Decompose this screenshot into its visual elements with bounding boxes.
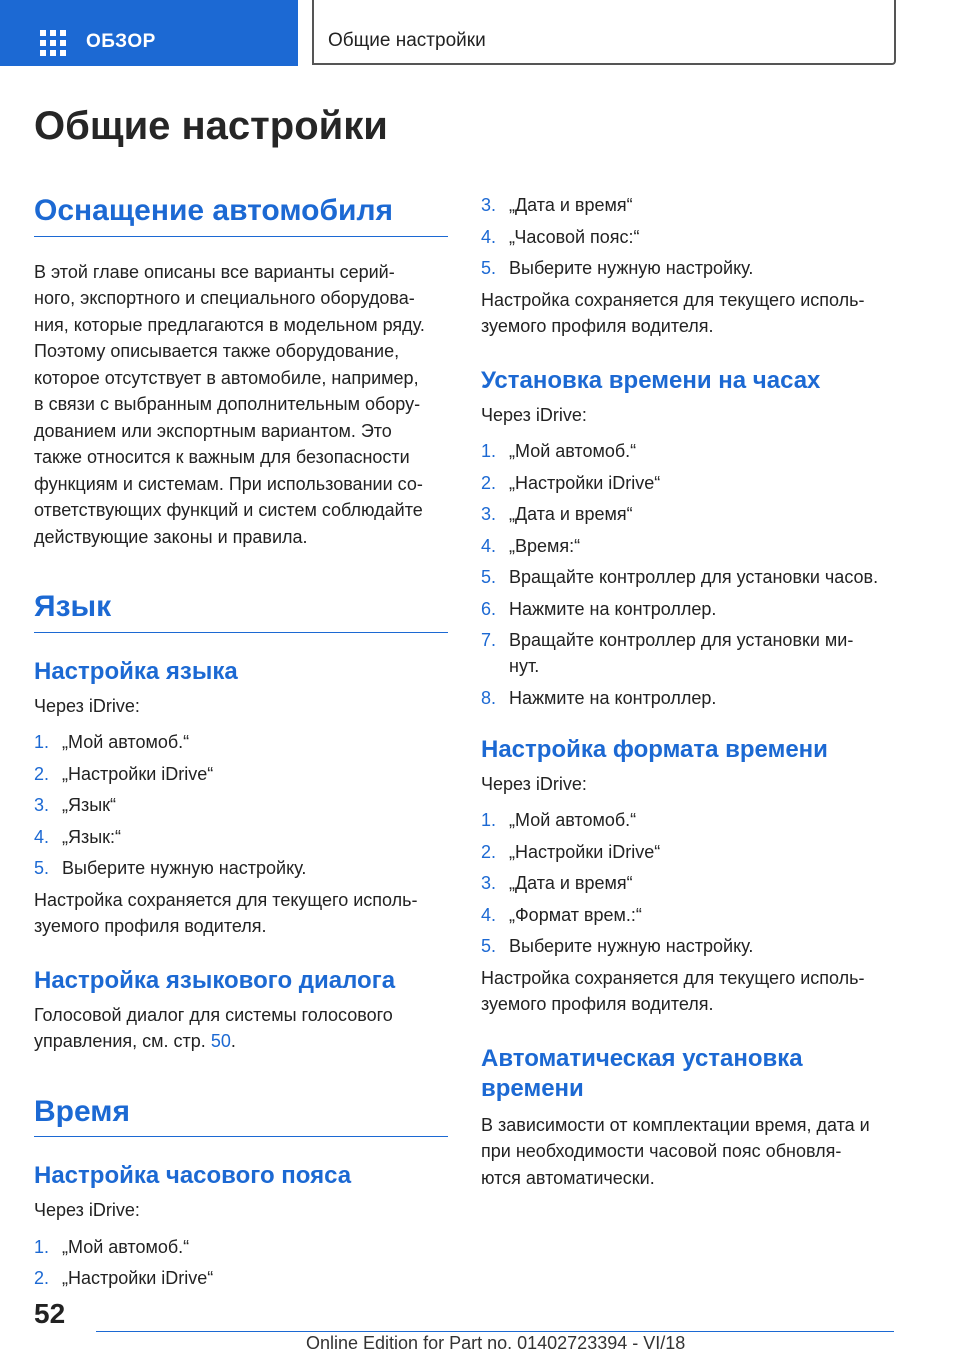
clock-steps: [481, 438, 901, 711]
clock-intro: Через iDrive:: [481, 404, 587, 425]
list-item: 3. „Дата и время“: [481, 195, 633, 215]
section-heading-time: Время: [34, 1093, 448, 1138]
subheading-auto-time: Автоматическая установка времени: [481, 1044, 803, 1102]
language-setting-intro: Через iDrive:: [34, 695, 140, 716]
timezone-intro: Через iDrive:: [34, 1200, 140, 1220]
section-heading-equipment: Оснащение автомобиля: [34, 192, 448, 237]
list-item: 5. Выберите нужную настройку.: [481, 936, 754, 956]
list-item: 8. Нажмите на контроллер.: [481, 687, 717, 708]
list-item: 4. „Часовой пояс:“: [481, 226, 640, 247]
left-column: [34, 192, 448, 1297]
time-format-intro: Через iDrive:: [481, 773, 587, 794]
list-item: 1. „Мой автомоб.“: [34, 732, 190, 752]
list-item: 1. „Мой автомоб.“: [481, 441, 637, 461]
overview-tab-label: ОБЗОР: [86, 31, 156, 52]
language-setting-note: Настройка сохраняется для текущего исполь- зуемого профиля водителя.: [34, 889, 418, 936]
subheading-time-format: Настройка формата времени: [481, 735, 828, 763]
overview-tab[interactable]: [0, 0, 298, 66]
time-format-steps: [481, 807, 901, 959]
grid-menu-icon: [40, 30, 66, 56]
list-item: 2. „Настройки iDrive“: [34, 1268, 214, 1288]
list-item: 5. Вращайте контроллер для установки часов.: [481, 567, 879, 587]
edition-footer: Online Edition for Part no. 01402723394 - VI/18: [306, 1333, 686, 1353]
page-reference-link[interactable]: 50: [210, 1031, 231, 1051]
list-item: 3. „Дата и время“: [481, 873, 633, 893]
page-title: Общие настройки: [34, 104, 388, 148]
right-column: [481, 192, 901, 1191]
timezone-steps-right: [481, 192, 901, 281]
current-section-tab[interactable]: [312, 0, 896, 65]
subheading-clock: Установка времени на часах: [481, 366, 821, 394]
list-item: 1. „Мой автомоб.“: [34, 1236, 190, 1257]
list-item: 3. „Язык“: [34, 795, 117, 815]
list-item: 2. „Настройки iDrive“: [481, 472, 661, 493]
time-format-note: Настройка сохраняется для текущего исполь- зуемого профиля водителя.: [481, 967, 865, 1014]
timezone-note: Настройка сохраняется для текущего исполь- зуемого профиля водителя.: [481, 289, 865, 336]
list-item: 4. „Формат врем.:“: [481, 904, 642, 925]
voice-dialog-text: Голосовой диалог для системы голосового управления, см. стр. 50.: [34, 1004, 393, 1051]
page-header: [0, 0, 960, 66]
subheading-voice-dialog: Настройка языкового диалога: [34, 966, 396, 994]
subheading-timezone: Настройка часового пояса: [34, 1162, 352, 1189]
list-item: 6. Нажмите на контроллер.: [481, 598, 717, 619]
list-item: 5. Выберите нужную настройку.: [34, 858, 307, 878]
list-item: 1. „Мой автомоб.“: [481, 810, 637, 830]
list-item: 2. „Настройки iDrive“: [34, 763, 214, 784]
list-item: 3. „Дата и время“: [481, 504, 633, 524]
list-item: 2. „Настройки iDrive“: [481, 841, 661, 862]
auto-time-text: В зависимости от комплектации время, дата и при необходимости часовой пояс обновля- ются автоматически.: [481, 1114, 870, 1188]
list-item: 5. Выберите нужную настройку.: [481, 258, 754, 278]
subheading-language-setting: Настройка языка: [34, 657, 238, 685]
list-item: 4. „Время:“: [481, 535, 581, 556]
footer-divider: [96, 1331, 894, 1332]
language-setting-steps: [34, 729, 448, 881]
timezone-steps-left: [34, 1234, 448, 1292]
current-section-label: Общие настройки: [328, 30, 486, 51]
equipment-text: В этой главе описаны все варианты серий- ного, экспортного и специального оборудова- ния, которые предлагаются в модельном ряду. Поэтому описывается также оборудование, которое отсутствует в автомобиле, например, в связи с выбранным дополнительным обору- дованием или экспортным вариантом. Это также относится к важным для безопасности функциям и системам. При использовании со- ответствующих функций и систем соблюдайте действующие законы и правила.: [34, 261, 425, 547]
page-number: 52: [34, 1298, 66, 1329]
section-heading-language: Язык: [34, 588, 448, 633]
list-item: 7. Вращайте контроллер для установки ми- нут.: [481, 630, 854, 676]
list-item: 4. „Язык:“: [34, 826, 122, 847]
